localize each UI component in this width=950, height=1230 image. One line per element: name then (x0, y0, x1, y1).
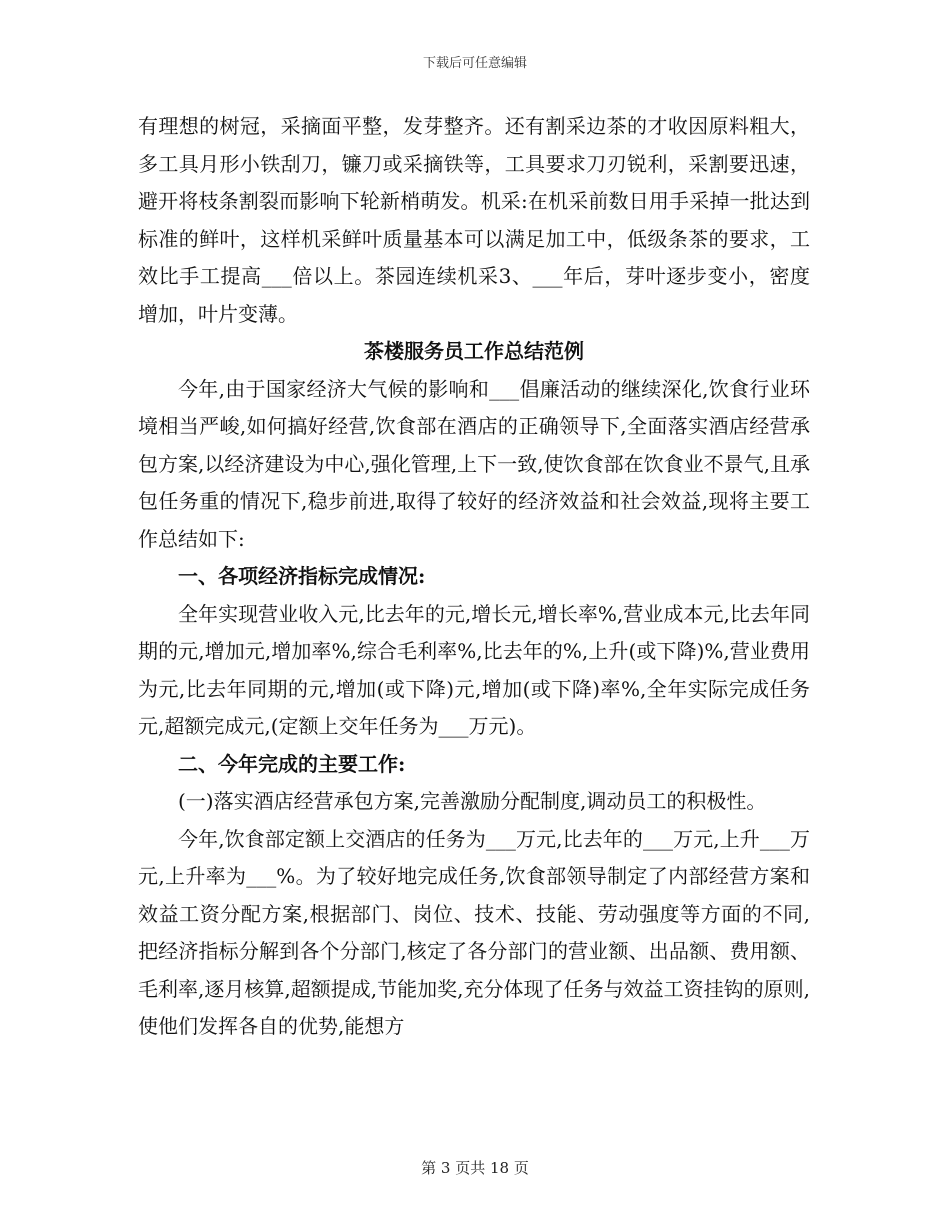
page-header: 下载后可任意编辑 (422, 56, 527, 71)
paragraph-3: (一)落实酒店经营承包方案,完善激励分配制度,调动员工的积极性。 (178, 789, 767, 813)
paragraph-2: 全年实现营业收入元,比去年的元,增长元,增长率%,营业成本元,比去年同期的元,增加元,增加率%,综合毛利率%,比去年的%,上升(或下降)%,营业费用为元,比去年同期的元,增加(或下降)元,增加(或下降)率%,全年实际完成任务元,超额完成元,(定额上交年任务为___万元)。 (138, 601, 810, 738)
section-heading-2: 二、今年完成的主要工作: (178, 751, 406, 776)
paragraph-1: 今年,由于国家经济大气候的影响和___倡廉活动的继续深化,饮食行业环境相当严峻,如何搞好经营,饮食部在酒店的正确领导下,全面落实酒店经营承包方案,以经济建设为中心,强化管理,上下一致,使饮食部在饮食业不景气,且承包任务重的情况下,稳步前进,取得了较好的经济效益和社会效益,现将主要工作总结如下: (138, 376, 810, 551)
paragraph-4: 今年,饮食部定额上交酒店的任务为___万元,比去年的___万元,上升___万元,上升率为___%。为了较好地完成任务,饮食部领导制定了内部经营方案和效益工资分配方案,根据部门、岗位、技术、技能、劳动强度等方面的不同,把经济指标分解到各个分部门,核定了各分部门的营业额、出品额、费用额、毛利率,逐月核算,超额提成,节能加奖,充分体现了任务与效益工资挂钩的原则,使他们发挥各自的优势,能想方 (138, 826, 810, 1038)
document-title: 茶楼服务员工作总结范例 (364, 339, 584, 363)
document-body (138, 108, 810, 1046)
intro-paragraph: 有理想的树冠，采摘面平整，发芽整齐。还有割采边茶的才收因原料粗大，多工具月形小铁刮刀，镰刀或采摘铁等，工具要求刀刃锐利，采割要迅速，避开将枝条割裂而影响下轮新梢萌发。机采:在机采前数日用手采掉一批达到标准的鲜叶，这样机采鲜叶质量基本可以满足加工中，低级条茶的要求，工效比手工提高___倍以上。茶园连续机采3、___年后，芽叶逐步变小，密度增加，叶片变薄。 (138, 114, 810, 326)
section-heading-1: 一、各项经济指标完成情况: (178, 564, 426, 588)
page-footer: 第 3 页共 18 页 (421, 1159, 529, 1177)
